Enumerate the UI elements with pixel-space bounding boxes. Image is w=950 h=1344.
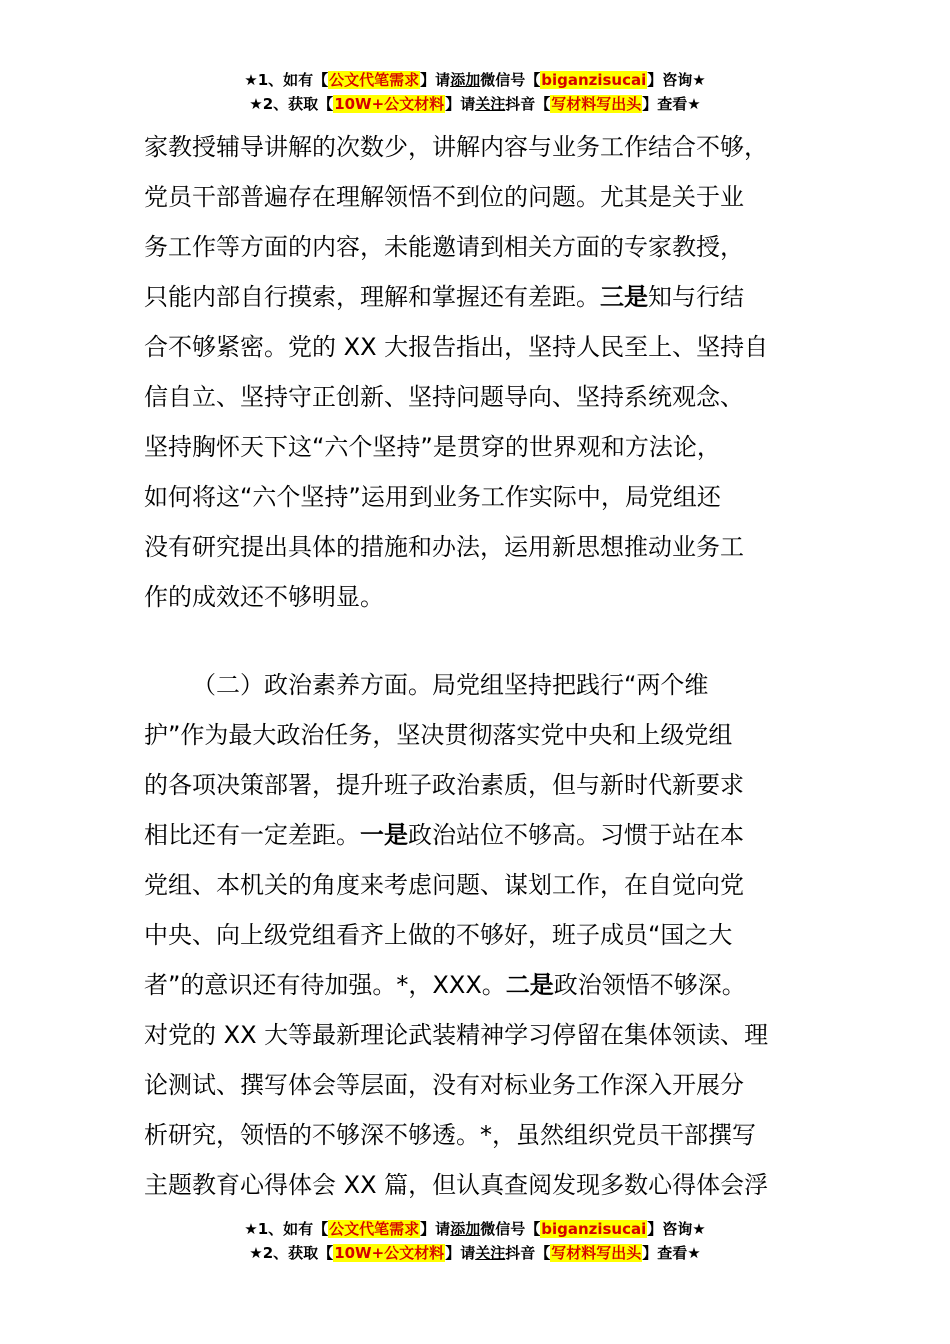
text-line: [144, 960, 808, 1010]
bottom-banner: [0, 1217, 950, 1265]
paragraph-2: [144, 660, 808, 1210]
text-line: 务工作等方面的内容，未能邀请到相关方面的专家教授，: [144, 233, 744, 261]
highlight-materials: 10W+公文材料: [334, 95, 445, 113]
paragraph-gap: [144, 622, 808, 660]
bold-marker-two: 二是: [505, 971, 554, 999]
text-line: 坚持胸怀天下这“六个坚持”是贯穿的世界观和方法论，: [144, 433, 721, 461]
highlight-douyin: 写材料写出头: [551, 95, 642, 113]
text-line: 析研究，领悟的不够深不够透。*，虽然组织党员干部撰写: [144, 1121, 756, 1149]
banner-text: ★2、获取【: [249, 95, 334, 113]
text-line: [144, 272, 808, 322]
text-line: 中央、向上级党组看齐上做的不够好，班子成员“国之大: [144, 921, 733, 949]
banner-text: 】查看★: [642, 95, 701, 113]
text-run: 相比还有一定差距。: [144, 821, 360, 849]
banner-text: 】请: [420, 71, 451, 89]
text-run: 政治站位不够高。习惯于站在本: [408, 821, 744, 849]
text-run: 知与行结: [648, 283, 744, 311]
bold-marker-one: 一是: [360, 821, 408, 849]
banner-text: 】咨询★: [647, 1220, 706, 1238]
banner-line-2: [0, 92, 950, 116]
banner-underlined: 关注: [475, 1244, 506, 1262]
text-line: 信自立、坚持守正创新、坚持问题导向、坚持系统观念、: [144, 383, 744, 411]
banner-text: 抖音【: [505, 1244, 551, 1262]
banner-text: 】请: [420, 1220, 451, 1238]
banner-text: 】请: [445, 1244, 476, 1262]
text-line: [144, 810, 808, 860]
text-line: 没有研究提出具体的措施和办法，运用新思想推动业务工: [144, 533, 744, 561]
text-line: 的各项决策部署，提升班子政治素质，但与新时代新要求: [144, 771, 744, 799]
highlight-service: 公文代笔需求: [329, 1220, 420, 1238]
banner-underlined: 添加: [450, 71, 481, 89]
highlight-douyin: 写材料写出头: [551, 1244, 642, 1262]
text-line: 党组、本机关的角度来考虑问题、谋划工作，在自觉向党: [144, 871, 744, 899]
banner-text: 微信号【: [480, 71, 541, 89]
section-heading-line: （二）政治素养方面。局党组坚持把践行“两个维: [192, 671, 709, 699]
highlight-materials: 10W+公文材料: [334, 1244, 445, 1262]
highlight-service: 公文代笔需求: [329, 71, 420, 89]
banner-text: 】咨询★: [647, 71, 706, 89]
bold-marker-three: 三是: [600, 283, 648, 311]
banner-underlined: 添加: [450, 1220, 481, 1238]
banner-text: 】查看★: [642, 1244, 701, 1262]
banner-text: ★1、如有【: [244, 1220, 329, 1238]
paragraph-1: [144, 122, 808, 622]
text-line: 论测试、撰写体会等层面，没有对标业务工作深入开展分: [144, 1071, 744, 1099]
text-line: 对党的 XX 大等最新理论武装精神学习停留在集体领读、理: [144, 1021, 769, 1049]
banner-line-1: [0, 1217, 950, 1241]
banner-text: 微信号【: [480, 1220, 541, 1238]
text-run: 者”的意识还有待加强。*，XXX。: [144, 971, 506, 999]
text-line: 党员干部普遍存在理解领悟不到位的问题。尤其是关于业: [144, 183, 744, 211]
banner-text: ★2、获取【: [249, 1244, 334, 1262]
banner-text: 】请: [445, 95, 476, 113]
text-line: 合不够紧密。党的 XX 大报告指出，坚持人民至上、坚持自: [144, 333, 769, 361]
text-line: 主题教育心得体会 XX 篇，但认真查阅发现多数心得体会浮: [144, 1171, 769, 1199]
text-run: 只能内部自行摸索，理解和掌握还有差距。: [144, 283, 600, 311]
banner-underlined: 关注: [475, 95, 506, 113]
text-run: 政治领悟不够深。: [553, 971, 746, 999]
banner-text: ★1、如有【: [244, 71, 329, 89]
top-banner: [0, 68, 950, 116]
document-body: [144, 122, 808, 1210]
text-line: 如何将这“六个坚持”运用到业务工作实际中，局党组还: [144, 483, 721, 511]
banner-line-1: [0, 68, 950, 92]
banner-text: 抖音【: [505, 95, 551, 113]
banner-line-2: [0, 1241, 950, 1265]
highlight-wechat-id: biganzisucai: [541, 1220, 647, 1238]
highlight-wechat-id: biganzisucai: [541, 71, 647, 89]
text-line: 家教授辅导讲解的次数少，讲解内容与业务工作结合不够，: [144, 133, 768, 161]
text-line: 作的成效还不够明显。: [144, 583, 384, 611]
text-line: 护”作为最大政治任务，坚决贯彻落实党中央和上级党组: [144, 721, 733, 749]
